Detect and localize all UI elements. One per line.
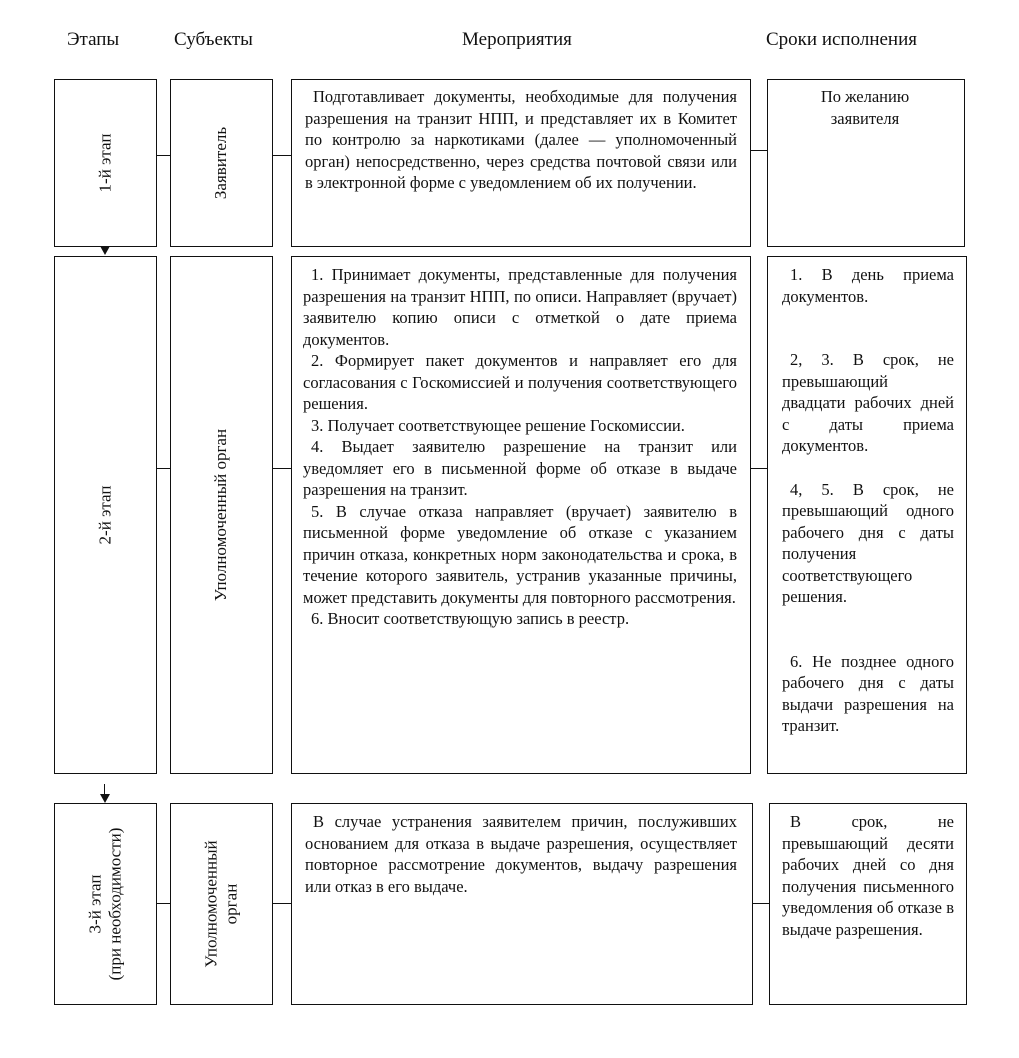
- stage-3-label-line1: 3-й этап: [85, 874, 105, 934]
- connector: [157, 903, 170, 904]
- stage-2-box: [54, 256, 157, 774]
- arrow-down-icon: [100, 794, 110, 803]
- action-item: 3. Получает соответствующее решение Госкомиссии.: [311, 415, 685, 435]
- deadline-item: По желанию заявителя: [820, 87, 910, 128]
- stage-3-label: [86, 828, 126, 981]
- deadline-item: 1. В день приема документов.: [782, 265, 954, 306]
- connector: [273, 468, 291, 469]
- subject-1-label: Заявитель: [211, 126, 231, 200]
- deadline-item: 6. Не позднее одного рабочего дня с даты выдачи разрешения на транзит.: [782, 651, 954, 735]
- subject-3-label-line2: орган: [221, 883, 241, 925]
- stage-3-box: [54, 803, 157, 1005]
- subject-1-box: [170, 79, 273, 247]
- subject-3-label-line1: Уполномоченный: [201, 840, 221, 968]
- action-item: Подготавливает документы, необходимые для получения разрешения на транзит НПП, и представляет их в Комитет по контролю за наркотиками (далее — уполномоченный орган) непосредственно, через средства почтовой связи или в электронной форме с уведомлением об их получении.: [305, 87, 737, 192]
- subject-2-label: Уполномоченный орган: [211, 428, 231, 602]
- arrow-down-icon: [100, 246, 110, 255]
- connector: [751, 468, 767, 469]
- connector: [273, 155, 291, 156]
- stage-1-label: 1-й этап: [95, 133, 115, 193]
- deadline-item: 2, 3. В срок, не превышающий двадцати рабочих дней с даты приема документов.: [782, 350, 954, 455]
- actions-1-text: [305, 86, 737, 194]
- deadline-item: В срок, не превышающий десяти рабочих дней со дня получения письменного уведомления об отказе в выдаче разрешения.: [782, 812, 954, 939]
- header-actions: Мероприятия: [462, 29, 572, 50]
- subject-3-box: [170, 803, 273, 1005]
- stage-3-label-line2: (при необходимости): [105, 827, 125, 981]
- deadline-2-text: [782, 264, 954, 737]
- header-subjects: Субъекты: [174, 29, 253, 50]
- header-stages: Этапы: [67, 29, 120, 50]
- arrow-line: [104, 784, 105, 794]
- action-item: 4. Выдает заявителю разрешение на транзит или уведомляет его в письменной форме об отказе в выдаче разрешения на транзит.: [303, 437, 737, 499]
- deadline-item: 4, 5. В срок, не превышающий одного рабочего дня с даты получения соответствующего решения.: [782, 479, 954, 606]
- connector: [753, 903, 769, 904]
- action-item: 1. Принимает документы, представленные для получения разрешения на транзит НПП, по описи. Направляет (вручает) заявителю копию описи с отметкой о дате приема документов.: [303, 265, 737, 349]
- stage-2-label: 2-й этап: [95, 485, 115, 545]
- connector: [273, 903, 291, 904]
- actions-2-text: [303, 264, 737, 630]
- deadline-1-text: [790, 86, 940, 129]
- subject-3-label: [202, 840, 242, 967]
- stage-1-box: [54, 79, 157, 247]
- connector: [157, 468, 170, 469]
- action-item: В случае устранения заявителем причин, послуживших основанием для отказа в выдаче разрешения, осуществляет повторное рассмотрение документов, выдачу разрешения или отказ в его выдаче.: [305, 812, 737, 896]
- header-deadlines: Сроки исполнения: [766, 29, 917, 50]
- action-item: 2. Формирует пакет документов и направляет его для согласования с Госкомиссией и получения соответствующего решения.: [303, 351, 737, 413]
- connector: [751, 150, 767, 151]
- deadline-3-text: [782, 811, 954, 940]
- action-item: 6. Вносит соответствующую запись в реестр.: [311, 609, 630, 628]
- actions-3-text: [305, 811, 737, 897]
- action-item: 5. В случае отказа направляет (вручает) заявителю в письменной форме уведомление об отказе с указанием причин отказа, конкретных норм законодательства и срока, в течение которого заявитель, устранив указанные причины, может представить документы для повторного рассмотрения.: [303, 501, 737, 607]
- connector: [157, 155, 170, 156]
- subject-2-box: [170, 256, 273, 774]
